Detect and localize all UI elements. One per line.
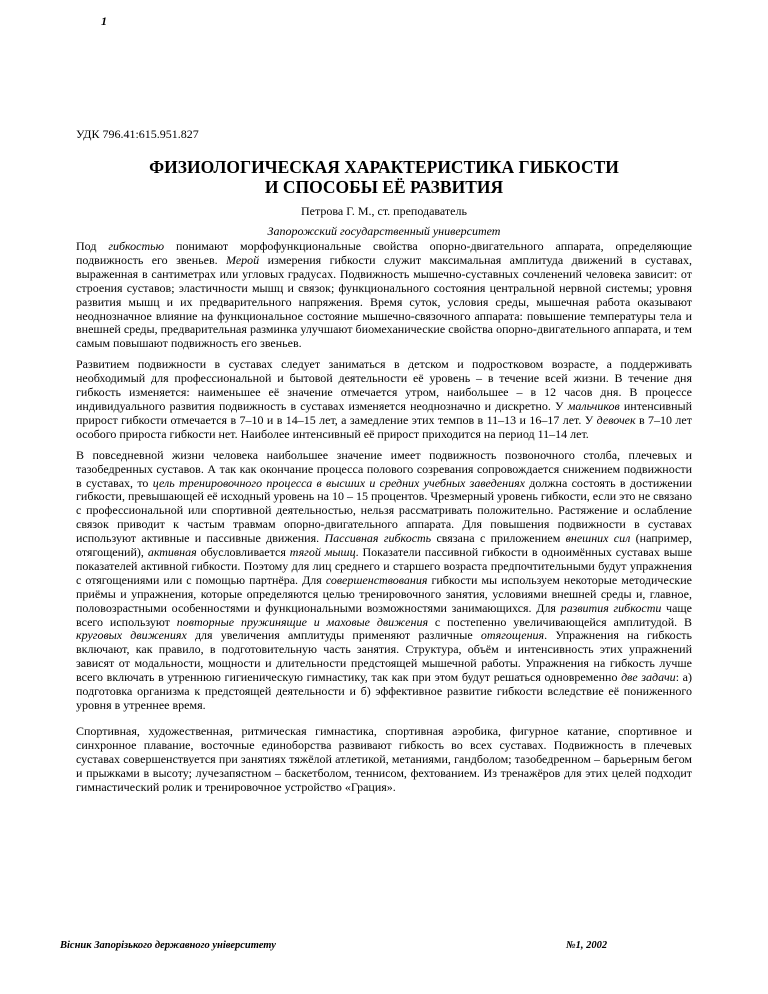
text-run: (например, отягощений), (76, 531, 693, 560)
text-run: В повседневной жизни человека наибольшее значение имеет подвижность позвоночного столба, плечевых и тазобедренных суставов. А так как окончание процесса полового созревания сопровождается снижением подвижности в суставах, то (76, 447, 692, 490)
text-run: обусловливается (196, 545, 290, 560)
text-run: связана с приложением (431, 531, 566, 546)
italic-term: совершенствования (325, 572, 428, 587)
italic-term: цель тренировочного процесса в высших и средних учебных заведениях (152, 475, 525, 490)
affiliation: Запорожский государственный университет (267, 224, 501, 238)
italic-term: круговых движениях (76, 628, 187, 643)
title-line-2: И СПОСОБЫ ЕЁ РАЗВИТИЯ (264, 177, 504, 197)
italic-term: Мерой (226, 252, 260, 267)
page-number: 1 (101, 14, 107, 28)
paragraph-2 (76, 358, 692, 441)
text-run: в 7–10 лет особого прироста гибкости нет. Наиболее интенсивный её прирост приходится на период 11–14 лет. (76, 412, 692, 441)
text-run: понимают морфофункциональные свойства опорно-двигательного аппарата, определяющие подвижность его звеньев. (76, 239, 692, 267)
author: Петрова Г. М., ст. преподаватель (301, 204, 467, 218)
text-run: должна состоять в достижении гибкости, превышающей её исходный уровень на 10 – 15 процентов. Чрезмерный уровень гибкости, если это не связано с профессиональной или спортивной деятельностью, нельзя рассматривать положительно. Растяжение и ослабление связок приводит к частым травмам опорно-двигательного аппарата. Для повышения подвижности в суставах используют активные и пассивные движения. (76, 475, 693, 546)
italic-term: девочек (596, 412, 636, 427)
italic-term: развития гибкости (560, 600, 662, 615)
article-body (76, 240, 692, 801)
paragraph-1 (76, 240, 692, 351)
udk-code: УДК 796.41:615.951.827 (76, 127, 199, 141)
paragraph-4: Спортивная, художественная, ритмическая гимнастика, спортивная аэробика, фигурное катание, спортивное и синхронное плавание, восточные единоборства развивают гибкость во всех суставах. Подвижность в плечевых суставах совершенствуется при занятиях тяжёлой атлетикой, метаниями, гандболом; тазобедренном – барьерным бегом и прыжками в высоту; лучезапястном – баскетболом, теннисом, фехтованием. Из тренажёров для этих целей подходит гимнастический ролик и тренировочное устройство «Грация». (76, 723, 692, 794)
italic-term: мальчиков (567, 398, 620, 413)
text-run: . Показатели пассивной гибкости в одноимённых суставах выше показателей активной гибкости. Поэтому для лиц среднего и старшего возраста предпочтительными будут упражнения с отягощениями или с помощью партнёра. Для (76, 545, 693, 587)
text-run: для увеличения амплитуды применяют различные (186, 628, 481, 643)
footer-journal: Вісник Запорізького державного університету (60, 940, 276, 951)
text-run: чаще всего используют (76, 600, 692, 629)
text-run: : а) подготовка организма к предстоящей деятельности и б) эффективное развитие гибкости вследствие её пониженного уровня в утреннее время. (76, 670, 692, 712)
italic-term: Пассивная гибкость (324, 531, 432, 546)
italic-term: тягой мышц (289, 545, 356, 560)
footer-issue: №1, 2002 (566, 940, 608, 951)
title-line-1: ФИЗИОЛОГИЧЕСКАЯ ХАРАКТЕРИСТИКА ГИБКОСТИ (149, 157, 619, 177)
text-run: с постепенно увеличивающейся амплитудой. В (428, 614, 692, 629)
text-run: Под (76, 239, 109, 253)
italic-term: две задачи (621, 670, 676, 685)
italic-term: активная (147, 545, 197, 560)
text-run: гибкости мы используем некоторые методические приёмы и упражнения, которые определяются целью тренировочного занятия, условиями внешней среды и, главное, половозрастными особенностями и функциональными возможностями занимающихся. Для (76, 572, 692, 615)
italic-term: гибкостью (108, 239, 165, 253)
text-run: Развитием подвижности в суставах следует заниматься в детском и подростковом возрасте, а поддерживать необходимый для профессиональной и бытовой деятельности её уровень – в течение всей жизни. В течение дня гибкость изменяется: наименьшее её значение отмечается утром, наибольшее – в 12 часов дня. В процессе индивидуального развития подвижность в суставах изменяется неоднозначно и дискретно. У (76, 357, 692, 413)
text-run: . Упражнения на гибкость включают, как правило, в подготовительную часть занятия. Структура, объём и интенсивность этих упражнений зависят от модальности, мощности и длительности предстоящей мышечной работы. Упражнения на гибкость лучше всего включать в утреннюю гигиеническую гимнастику, так как при этом будут решаться одновременно (76, 628, 693, 685)
italic-term: повторные пружинящие и маховые движения (176, 614, 429, 629)
italic-term: внешних сил (565, 531, 631, 546)
text-run: измерения гибкости служит максимальная амплитуда движений в суставах, выраженная в сантиметрах или угловых градусах. Подвижность мышечно-суставных сочленений человека зависит: от строения суставов; эластичности мышц и связок; функционального состояния центральной нервной системы; уровня развития мышц и их предварительного напряжения. Время суток, условия среды, мышечная работа оказывают неоднозначное влияние на функциональное состояние мышечно-связочного аппарата: повышение температуры тела и внешней среды, предварительная разминка улучшают биомеханические свойства опорно-двигательного аппарата, и тем самым повышают подвижность его звеньев. (76, 252, 692, 351)
paragraph-3 (76, 449, 692, 713)
article-title (76, 157, 692, 197)
italic-term: отягощения (480, 628, 545, 643)
text-run: интенсивный прирост гибкости отмечается в 7–10 и в 14–15 лет, а замедление этих темпов в 11–13 и 16–17 лет. У (76, 398, 693, 427)
